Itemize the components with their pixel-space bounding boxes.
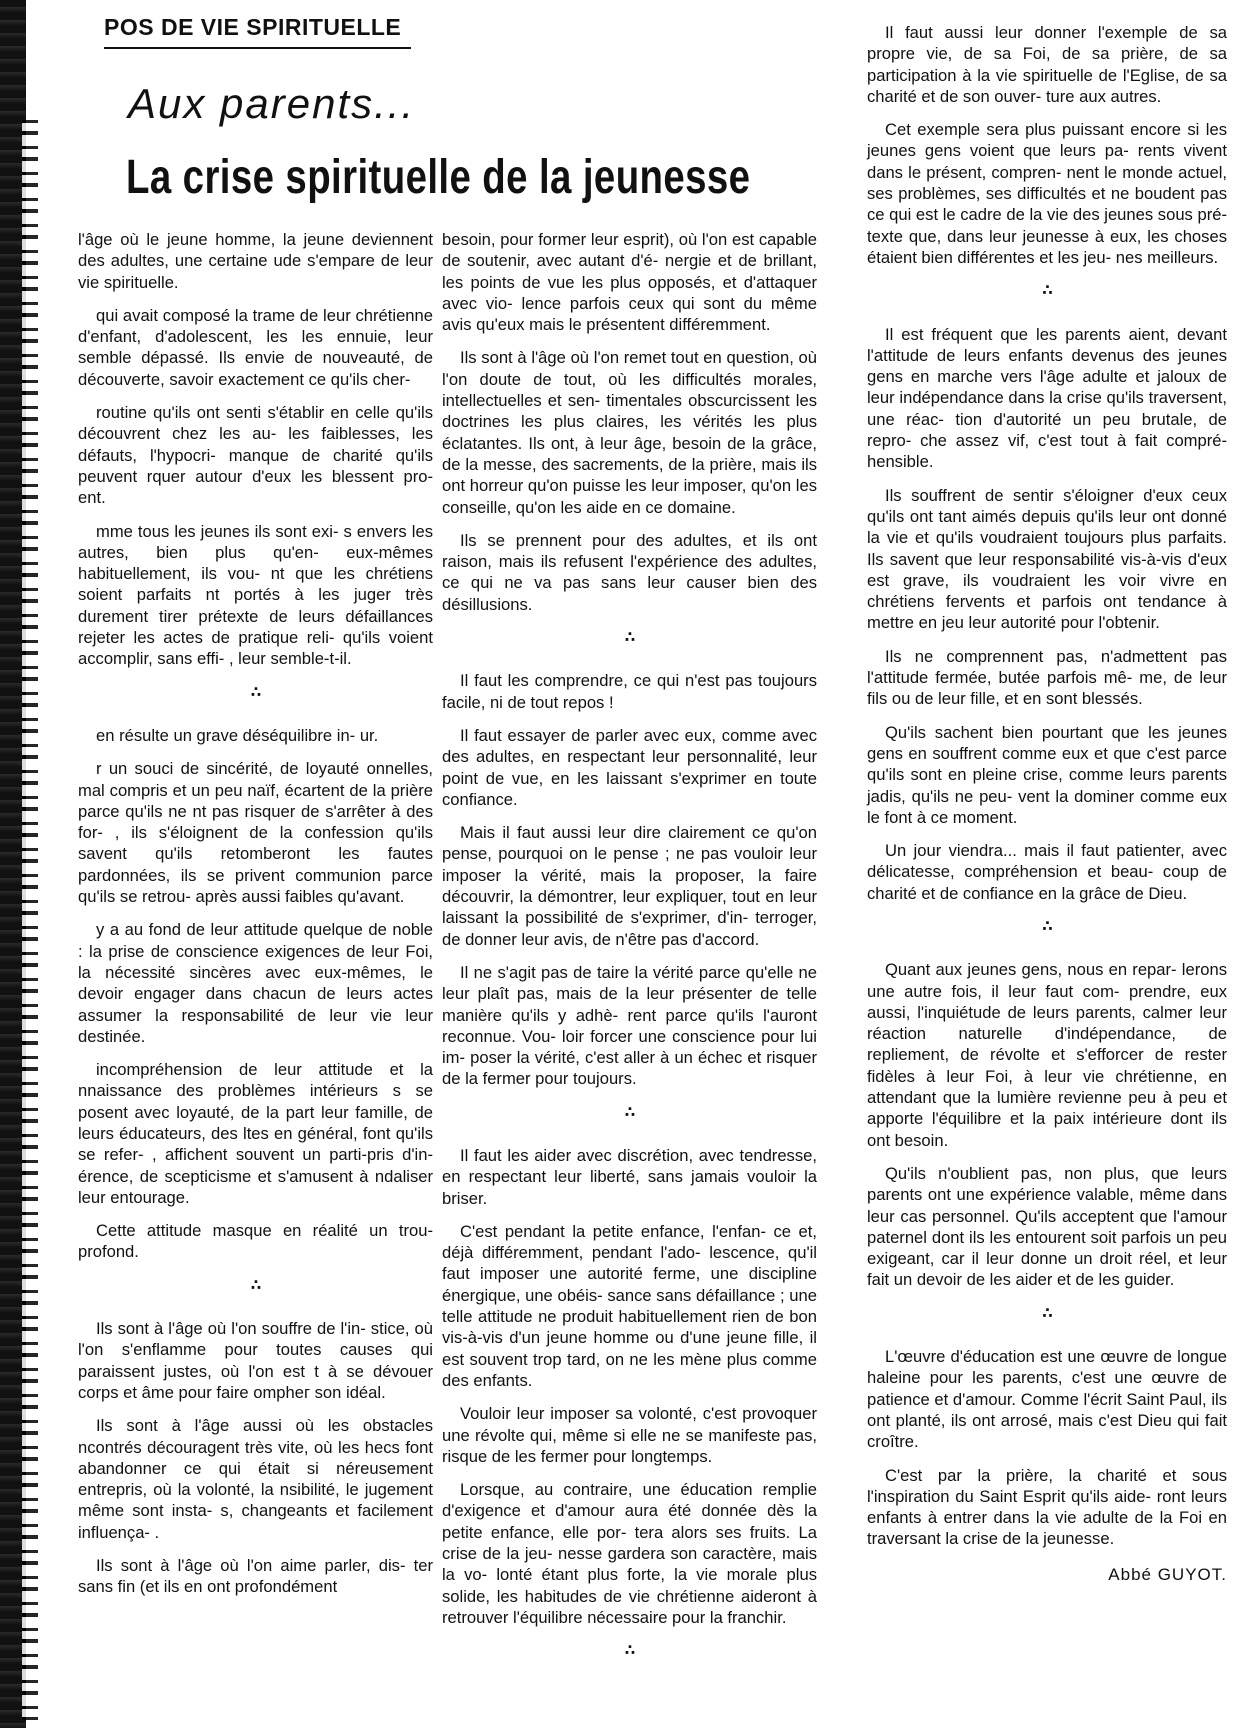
paragraph: Ils ne comprennent pas, n'admettent pas l'attitude fermée, butée parfois mê- me, de leur fils ou de leur fille, et en sont blessés. [867,646,1227,709]
section-separator: ∴ [624,629,635,647]
paragraph: Il ne s'agit pas de taire la vérité parce qu'elle ne leur plaît pas, mais de la leur présenter de telle manière qu'ils y adhè- rent parce qu'ils l'auront reconnue. Vou- loir forcer une conscience pour lui im- poser la vérité, c'est aller à un échec et risquer de la fermer pour toujours. [442,962,817,1089]
paragraph: routine qu'ils ont senti s'établir en celle qu'ils découvrent chez les au- les faiblesses, les défauts, l'hypocri- manque de charité qu'ils peuvent rquer autour d'eux les blessent pro- ent. [78,403,433,508]
paragraph: y a au fond de leur attitude quelque de noble : la prise de conscience exigences de leur Foi, la nécessité sincères avec eux-mêmes, le devoir engager dans chacun de leurs actes assumer la responsabilité de leur vie leur destinée. [78,920,433,1046]
paragraph: Il faut les comprendre, ce qui n'est pas toujours facile, ni de tout repos ! [442,671,817,712]
paragraph: Cette attitude masque en réalité un trou- profond. [78,1221,433,1262]
text-column-1 [78,229,433,1610]
text-column-3 [867,22,1227,1585]
paragraph: l'âge où le jeune homme, la jeune deviennent des adultes, une certaine ude s'empare de leur vie spirituelle. [78,230,433,292]
section-separator: ∴ [1042,282,1052,300]
paragraph: besoin, pour former leur esprit), où l'on est capable de soutenir, avec autant d'é- nergie et de brillant, les points de vue les plus opposés, et d'attaquer avec vio- lence parfois ceux qui sont du même avis qu'eux mais le présentent différemment. [442,230,817,335]
paragraph: Ils se prennent pour des adultes, et ils ont raison, mais ils refusent l'expérience des adultes, ce qui ne va pas sans leur causer bien des désillusions. [442,530,817,614]
section-rubric: POS DE VIE SPIRITUELLE [104,14,411,49]
section-separator: ∴ [250,1276,261,1294]
section-separator: ∴ [1042,917,1052,935]
paragraph: Ils sont à l'âge aussi où les obstacles ncontrés découragent très vite, où les hecs font abandonner ce qui était si néreusement entrepris, où la volonté, la nsibilité, le jugement même sont insta- s, changeants et facilement influença- . [78,1416,433,1542]
paragraph: Qu'ils n'oublient pas, non plus, que leurs parents ont une expérience valable, même dans leur cas personnel. Qu'ils acceptent que l'amour paternel dont ils les entourent soit parfois un peu exigeant, car il leur donne un droit réel, et leur fait un devoir de les aider et de les guider. [867,1163,1227,1290]
paragraph: Ils sont à l'âge où l'on remet tout en question, où l'on doute de tout, où les difficultés morales, intellectuelles et sen- timentales obscurcissent les doctrines les plus claires, les vérités les plus éclatantes. Ils ont, à leur âge, besoin de la grâce, de la messe, des sacrements, de la prière, mais ils ont horreur qu'on puisse les leur imposer, qu'on les conseille, qu'on les aide en ce domaine. [442,348,817,517]
paragraph: Quant aux jeunes gens, nous en repar- lerons une autre fois, il leur faut com- prendre, eux aussi, l'inquiétude de leurs parents, calmer leur réaction naturelle d'indépendance, de repliement, de révolte et s'efforcer de rester fidèles à leur Foi, à leur vie chrétienne, en attendant que la lumière revienne peu à peu et apporte l'équilibre et la paix intérieure dont ils ont besoin. [867,960,1227,1150]
paragraph: Il faut aussi leur donner l'exemple de sa propre vie, de sa Foi, de sa prière, de sa participation à la vie spirituelle de l'Eglise, de sa charité et de son ouver- ture aux autres. [867,23,1227,106]
paragraph: qui avait composé la trame de leur chrétienne d'enfant, d'adolescent, les les ennuie, leur semble dépassé. Ils envie de nouveauté, de découverte, savoir exactement ce qu'ils cher- [78,305,433,389]
article-headline: La crise spirituelle de la jeunesse [126,151,751,204]
section-separator: ∴ [624,1103,635,1121]
paragraph: Mais il faut aussi leur dire clairement ce qu'on pense, pourquoi on le pense ; ne pas vouloir leur imposer la vérité, mais la proposer, la faire découvrir, la démontrer, leur expliquer, tout en leur laissant la possibilité de s'exprimer, d'in- terroger, de donner leur avis, de n'être pas d'accord. [442,823,817,949]
paragraph: r un souci de sincérité, de loyauté onnelles, mal compris et un peu naïf, écartent de la prière parce qu'ils ne nt pas risquer de s'arrêter à des for- , ils s'éloignent de la confession qu'ils savent qu'ils retomberont les fautes pardonnées, ils se privent communion parce qu'ils se retrou- après aussi faibles qu'avant. [78,759,433,907]
section-separator: ∴ [624,1642,635,1660]
paragraph: C'est pendant la petite enfance, l'enfan- ce et, déjà différemment, pendant l'ado- lescence, qu'il faut imposer une autorité ferme, une discipline énergique, une obéis- sance sans défaillance ; une telle attitude ne produit habituellement rien de bon vis-à-vis d'un jeune homme ou d'une jeune fille, il est souvent trop tard, on ne les mène plus comme des enfants. [442,1221,817,1390]
article-kicker: Aux parents... [128,80,416,127]
paragraph: Ils sont à l'âge où l'on souffre de l'in- stice, où l'on s'enflamme pour toutes causes qui paraissent justes, où l'on est t à se dévouer corps et âme pour faire omphег son idéal. [78,1319,433,1402]
paragraph: en résulte un grave déséquilibre in- ur. [96,725,379,745]
paragraph: Ils sont à l'âge où l'on aime parler, dis- ter sans fin (et ils en ont profondément [78,1556,433,1597]
paragraph: Il est fréquent que les parents aient, devant l'attitude de leurs enfants devenus des jeunes gens en marche vers l'âge adulte et jaloux de leur indépendance dans la crise qu'ils traversent, une réac- tion d'autorité un peu brutale, de repro- che assez vif, c'est tout à fait compré- hensible. [867,324,1227,472]
section-separator: ∴ [250,683,261,701]
paragraph: C'est par la prière, la charité et sous l'inspiration du Saint Esprit qu'ils aide- ront leurs enfants à entrer dans la vie adulte de la Foi en traversant la crise de la jeunesse. [867,1465,1227,1549]
paragraph: Vouloir leur imposer sa volonté, c'est provoquer une révolte qui, même si elle ne se manifeste pas, risque de les fermer pour longtemps. [442,1404,817,1466]
paragraph: incompréhension de leur attitude et la nnaissance des problèmes intérieurs s se posent avec loyauté, de la part leur famille, de leurs éducateurs, des ltes en général, font qu'ils se refer- , affichent souvent un parti-pris d'in- érence, de scepticisme et s'amusent à ndaliser leur entourage. [78,1060,433,1207]
author-signature: Abbé GUYOT. [1108,1564,1227,1584]
paragraph: Cet exemple sera plus puissant encore si les jeunes gens voient que leurs pa- rents vivent dans le présent, compren- nent le monde actuel, ses problèmes, ses difficultés et ne boudent pas ce qui est le cadre de la vie des jeunes sous pré- texte que, dans leur jeunesse à eux, les choses étaient bien différentes et les jeu- nes meilleurs. [867,120,1227,267]
paragraph: mme tous les jeunes ils sont exi- s envers les autres, bien plus qu'en- eux-mêmes habituellement, ils vou- nt que les chrétiens soient parfaits nt portés à les juger très durement tirer prétexte de leurs défaillances rejeter les actes de pratique reli- qu'ils voient accomplir, sans effi- , leur semble-t-il. [78,521,433,669]
section-separator: ∴ [1042,1304,1052,1322]
scan-edge-noise [22,120,38,1720]
paragraph: Il faut les aider avec discrétion, avec tendresse, en respectant leur liberté, sans jamais vouloir la briser. [442,1145,817,1208]
text-column-2 [442,229,817,1684]
paragraph: Un jour viendra... mais il faut patienter, avec délicatesse, compréhension et beau- coup de charité et de confiance en la grâce de Dieu. [867,841,1227,903]
paragraph: Lorsque, au contraire, une éducation remplie d'exigence et d'amour aura été donnée dès la petite enfance, elle por- tera alors ses fruits. La crise de la jeu- nesse gardera son caractère, mais la vo- lonté étant plus forte, la vie morale plus solide, les habitudes de vie chrétienne aideront à retrouver l'équilibre nécessaire pour la franchir. [442,1480,817,1627]
paragraph: Ils souffrent de sentir s'éloigner d'eux ceux qu'ils ont tant aimés depuis qu'ils leur ont donné la vie et qu'ils voudraient toujours plus parfaits. Ils savent que leur responsabilité vis-à-vis d'eux est grave, ils voudraient les voir vivre en chrétiens fervents et parfois ont tendance à mettre en jeu leur autorité pour l'obtenir. [867,485,1227,633]
paragraph: Qu'ils sachent bien pourtant que les jeunes gens en souffrent comme eux et que c'est parce qu'ils sont en pleine crise, comme leurs parents jadis, qu'ils ne peu- vent la dominer comme eux le font à ce moment. [867,722,1227,827]
paragraph: L'œuvre d'éducation est une œuvre de longue haleine pour les parents, c'est une œuvre de patience et d'amour. Comme l'écrit Saint Paul, ils ont planté, ils ont arrosé, mais c'est Dieu qui fait croître. [867,1347,1227,1452]
paragraph: Il faut essayer de parler avec eux, comme avec des adultes, en respectant leur personnalité, leur point de vue, en les laissant s'exprimer en toute confiance. [442,725,817,809]
